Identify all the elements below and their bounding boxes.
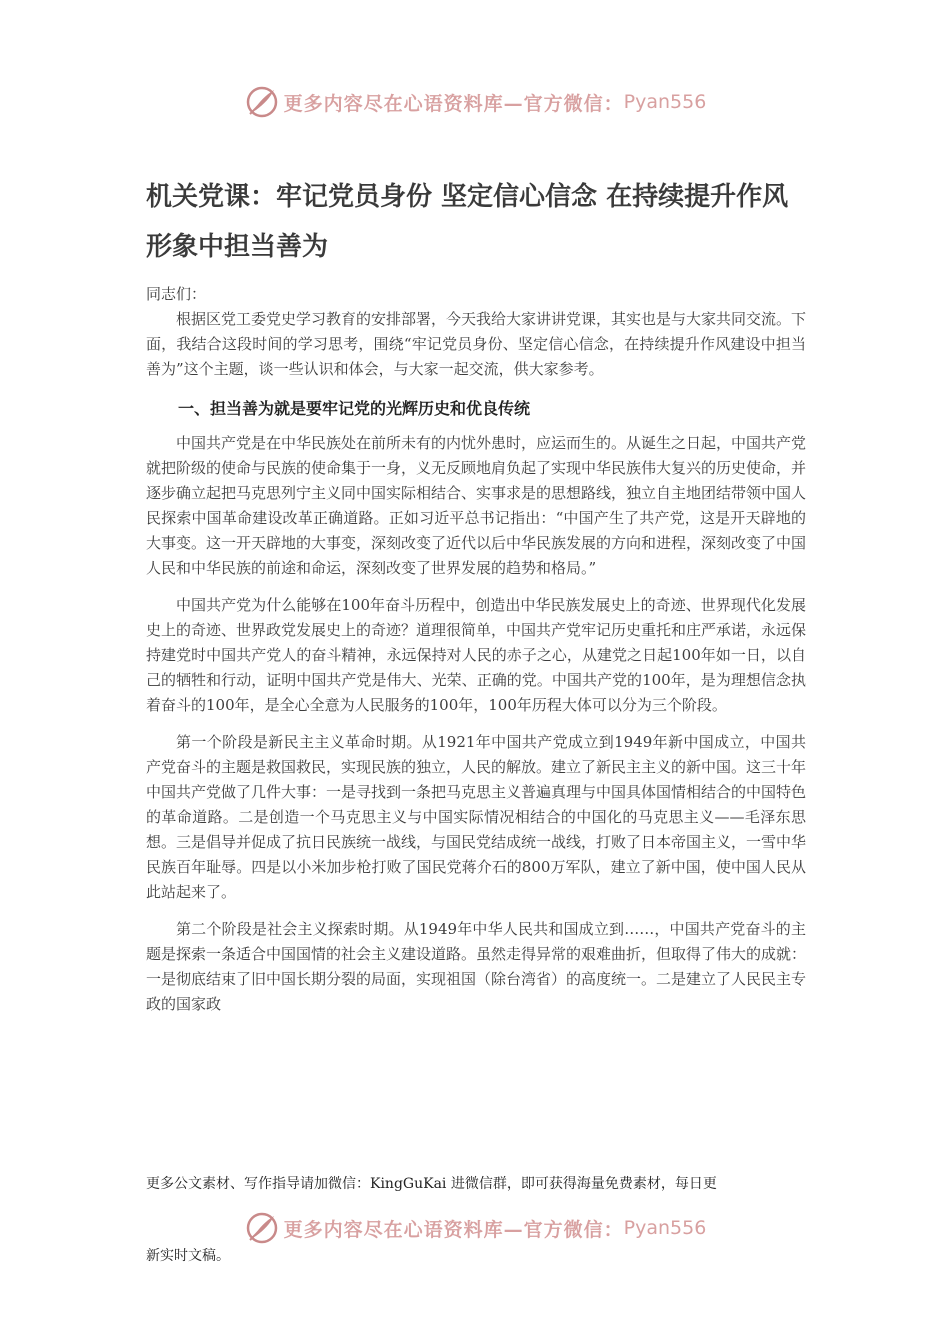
body-paragraph: 第二个阶段是社会主义探索时期。从1949年中华人民共和国成立到……，中国共产党奋斗的主题是探索一条适合中国国情的社会主义建设道路。虽然走得异常的艰难曲折，但取得了伟大的成就：一是彻底结束了旧中国长期分裂的局面，实现祖国（除台湾省）的高度统一。二是建立了人民民主专政的国家政 <box>146 920 807 1013</box>
banner-text: 更多内容尽在心语资料库—官方微信： <box>283 92 624 115</box>
body-paragraph: 第一个阶段是新民主主义革命时期。从1921年中国共产党成立到1949年新中国成立，中国共产党奋斗的主题是救国救民，实现民族的独立，人民的解放。建立了新民主主义的新中国。这三十年中国共产党做了几件大事：一是寻找到一条把马克思主义普遍真理与中国具体国情相结合的中国特色的革命道路。二是创造一个马克思主义与中国实际情况相结合的中国化的马克思主义——毛泽东思想。三是倡导并促成了抗日民族统一战线，与国民党结成统一战线，打败了日本帝国主义，一雪中华民族百年耻辱。四是以小米加步枪打败了国民党蒋介石的800万军队，建立了新中国，使中国人民从此站起来了。 <box>146 733 807 901</box>
body-paragraph: 中国共产党为什么能够在100年奋斗历程中，创造出中华民族发展史上的奇迹、世界现代化发展史上的奇迹、世界政党发展史上的奇迹？道理很简单，中国共产党牢记历史重托和庄严承诺，永远保持建党时中国共产党人的奋斗精神，永远保持对人民的赤子之心，从建党之日起100年如一日，以自己的牺牲和行动，证明中国共产党是伟大、光荣、正确的党。中国共产党的100年，是为理想信念执着奋斗的100年，是全心全意为人民服务的100年，100年历程大体可以分为三个阶段。 <box>146 596 807 714</box>
document-title: 机关党课：牢记党员身份 坚定信心信念 在持续提升作风形象中担当善为 <box>146 182 789 262</box>
footer-watermark-banner <box>0 1208 950 1248</box>
salutation: 同志们： <box>146 285 207 303</box>
body-paragraph: 中国共产党是在中华民族处在前所未有的内忧外患时，应运而生的。从诞生之日起，中国共产党就把阶级的使命与民族的使命集于一身，义无反顾地肩负起了实现中华民族伟大复兴的历史使命，并逐步确立起把马克思列宁主义同中国实际相结合、实事求是的思想路线，独立自主地团结带领中国人民探索中国革命建设改革正确道路。正如习近平总书记指出：“中国产生了共产党，这是开天辟地的大事变。这一开天辟地的大事变，深刻改变了近代以后中华民族发展的方向和进程，深刻改变了中国人民和中华民族的前途和命运，深刻改变了世界发展的趋势和格局。” <box>146 434 807 577</box>
intro-paragraph: 根据区党工委党史学习教育的安排部署，今天我给大家讲讲党课，其实也是与大家共同交流。下面，我结合这段时间的学习思考，围绕“牢记党员身份、坚定信心信念，在持续提升作风建设中担当善为”这个主题，谈一些认识和体会，与大家一起交流，供大家参考。 <box>146 310 807 378</box>
banner-wechat-id: Pyan556 <box>623 1217 707 1239</box>
quill-logo-icon <box>244 84 280 120</box>
banner-text: 更多内容尽在心语资料库—官方微信： <box>283 1218 624 1241</box>
banner-wechat-id: Pyan556 <box>623 91 707 113</box>
document-body <box>146 282 806 1017</box>
section-heading-1: 一、担当善为就是要牢记党的光辉历史和优良传统 <box>178 399 531 418</box>
footer-promo-line: 更多公文素材、写作指导请加微信：KingGuKai 进微信群，即可获得海量免费素材，每日更 <box>146 1176 717 1192</box>
header-watermark-banner <box>0 82 950 122</box>
quill-logo-icon <box>244 1210 280 1246</box>
footer-promo-line-continued: 新实时文稿。 <box>146 1248 230 1264</box>
